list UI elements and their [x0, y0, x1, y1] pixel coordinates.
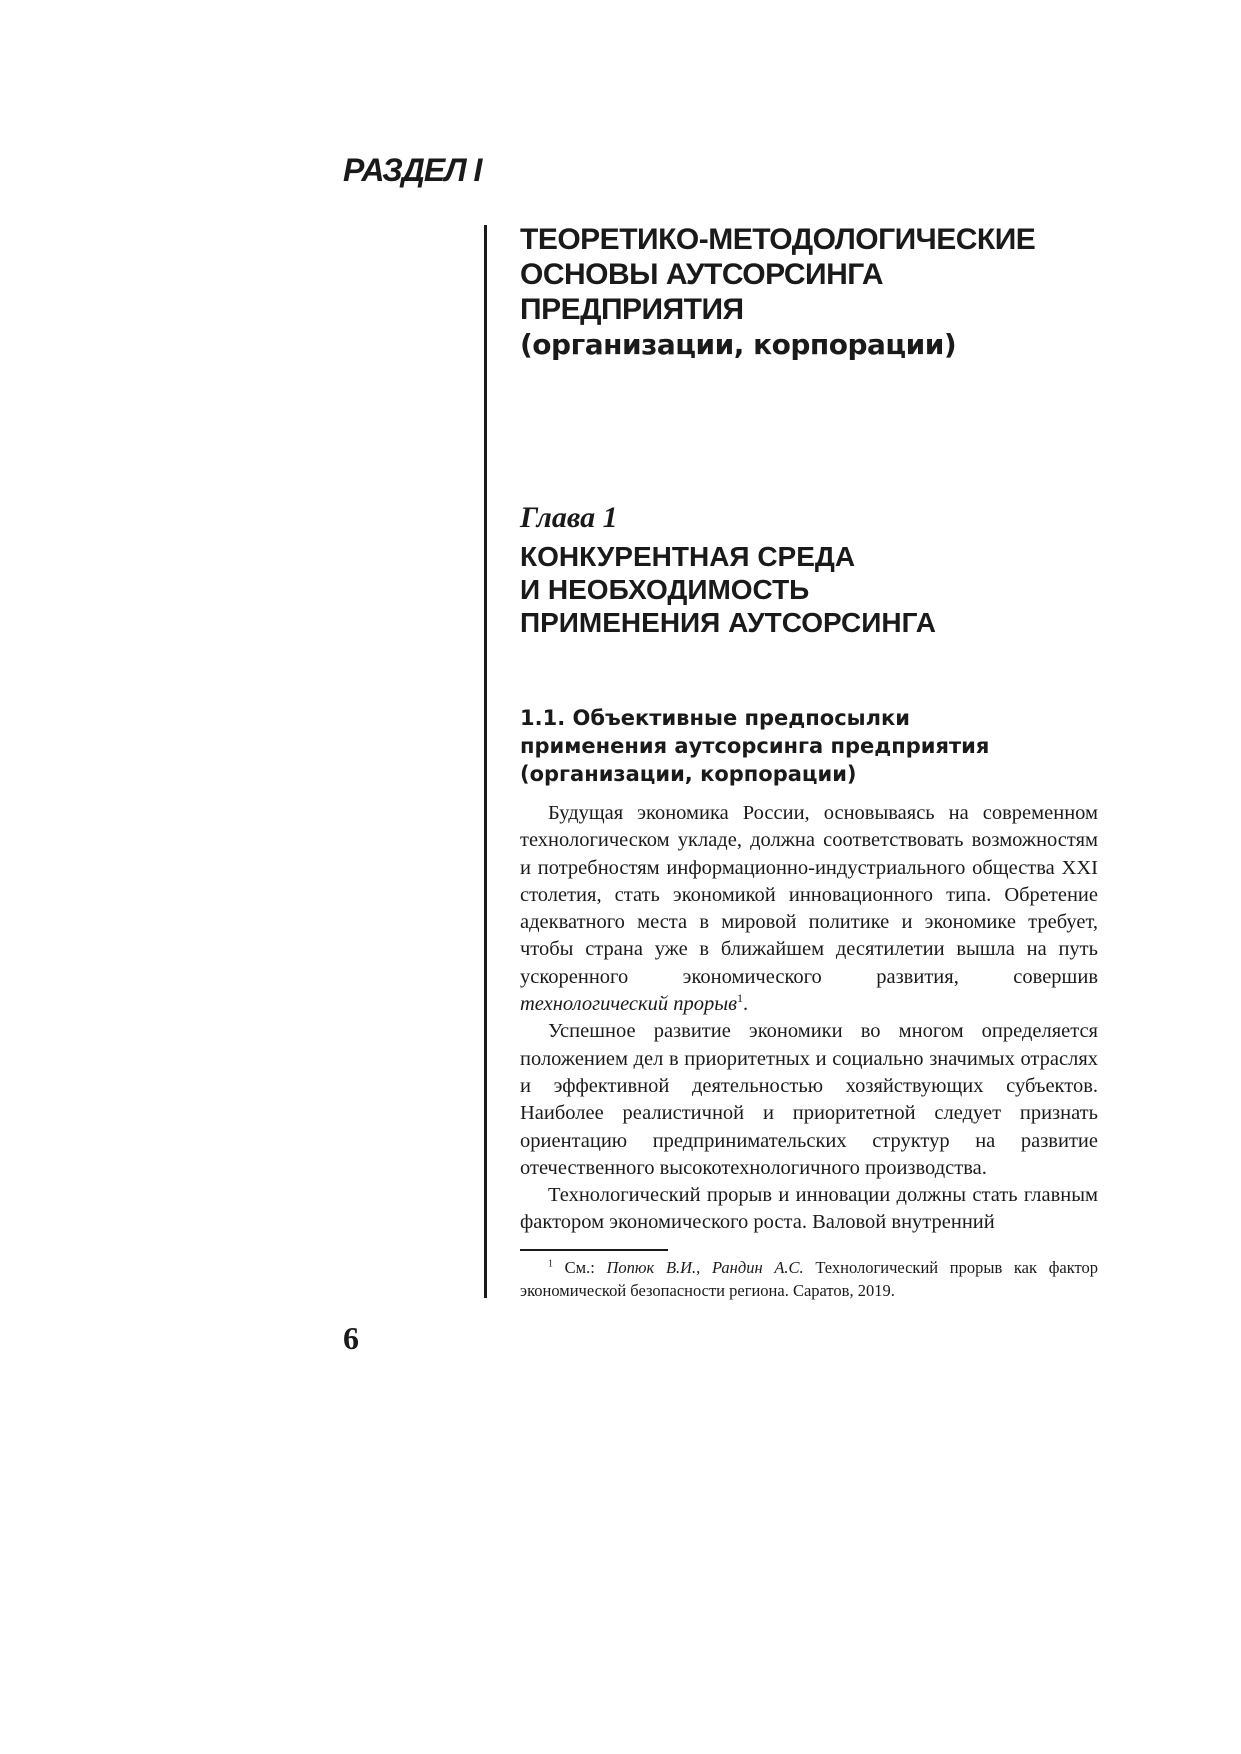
part-title	[520, 222, 1080, 362]
vertical-rule	[484, 225, 487, 1298]
footnote-text: Технологический прорыв как фактор экономической безопасности региона. Саратов, 2019.	[520, 1258, 1098, 1300]
footnote-rule	[520, 1249, 668, 1251]
part-title-line-1: ТЕОРЕТИКО-МЕТОДОЛОГИЧЕСКИЕ	[520, 223, 1036, 256]
paragraph-1-end: .	[743, 993, 749, 1016]
footnote-prefix: См.:	[553, 1258, 607, 1277]
chapter-title-line-2: И НЕОБХОДИМОСТЬ	[520, 574, 810, 605]
paragraph-1	[520, 800, 1098, 1018]
body-text	[520, 800, 1098, 1237]
chapter-title-line-3: ПРИМЕНЕНИЯ АУТСОРСИНГА	[520, 607, 936, 638]
paragraph-2: Успешное развитие экономики во многом определяется положением дел в приоритетных и социально значимых отраслях и эффективной деятельностью хозяйствующих субъектов. Наиболее реалистичной и приоритетной следует признать ориентацию предпринимательских структур на развитие отечественного высокотехнологичного производства.	[520, 1020, 1098, 1179]
part-title-line-2: ОСНОВЫ АУТСОРСИНГА	[520, 258, 884, 291]
chapter-title	[520, 540, 1080, 639]
page-number: 6	[343, 1320, 359, 1356]
chapter-title-line-1: КОНКУРЕНТНАЯ СРЕДА	[520, 541, 856, 572]
paragraph-1-emphasis: технологический прорыв	[520, 993, 738, 1016]
part-subtitle: (организации, корпорации)	[520, 328, 957, 361]
paragraph-1-text: Будущая экономика России, основываясь на современном технологическом укладе, должна соответствовать возможностям и потребностям информационно-индустриального общества XXI столетия, стать экономикой инновационного типа. Обретение адекватного места в мировой политике и экономике требует, чтобы страна уже в ближайшем десятилетии вышла на путь ускоренного экономического развития, совершив	[520, 802, 1098, 988]
footnote-marker: 1	[548, 1258, 553, 1270]
chapter-number: Глава 1	[520, 501, 618, 534]
footnote-authors: Попюк В.И., Рандин А.С.	[606, 1258, 804, 1277]
section-label: РАЗДЕЛ I	[343, 152, 482, 188]
part-title-line-3: ПРЕДПРИЯТИЯ	[520, 293, 744, 326]
subsection-title-line-2: применения аутсорсинга предприятия	[520, 734, 990, 758]
paragraph-3: Технологический прорыв и инновации должны стать главным фактором экономического роста. Валовой внутренний	[520, 1184, 1098, 1234]
footnote	[520, 1256, 1098, 1302]
subsection-title-line-3: (организации, корпорации)	[520, 762, 857, 786]
subsection-title	[520, 704, 1080, 788]
subsection-title-line-1: 1.1. Объективные предпосылки	[520, 706, 910, 730]
footnote-reference[interactable]: 1	[737, 991, 744, 1006]
